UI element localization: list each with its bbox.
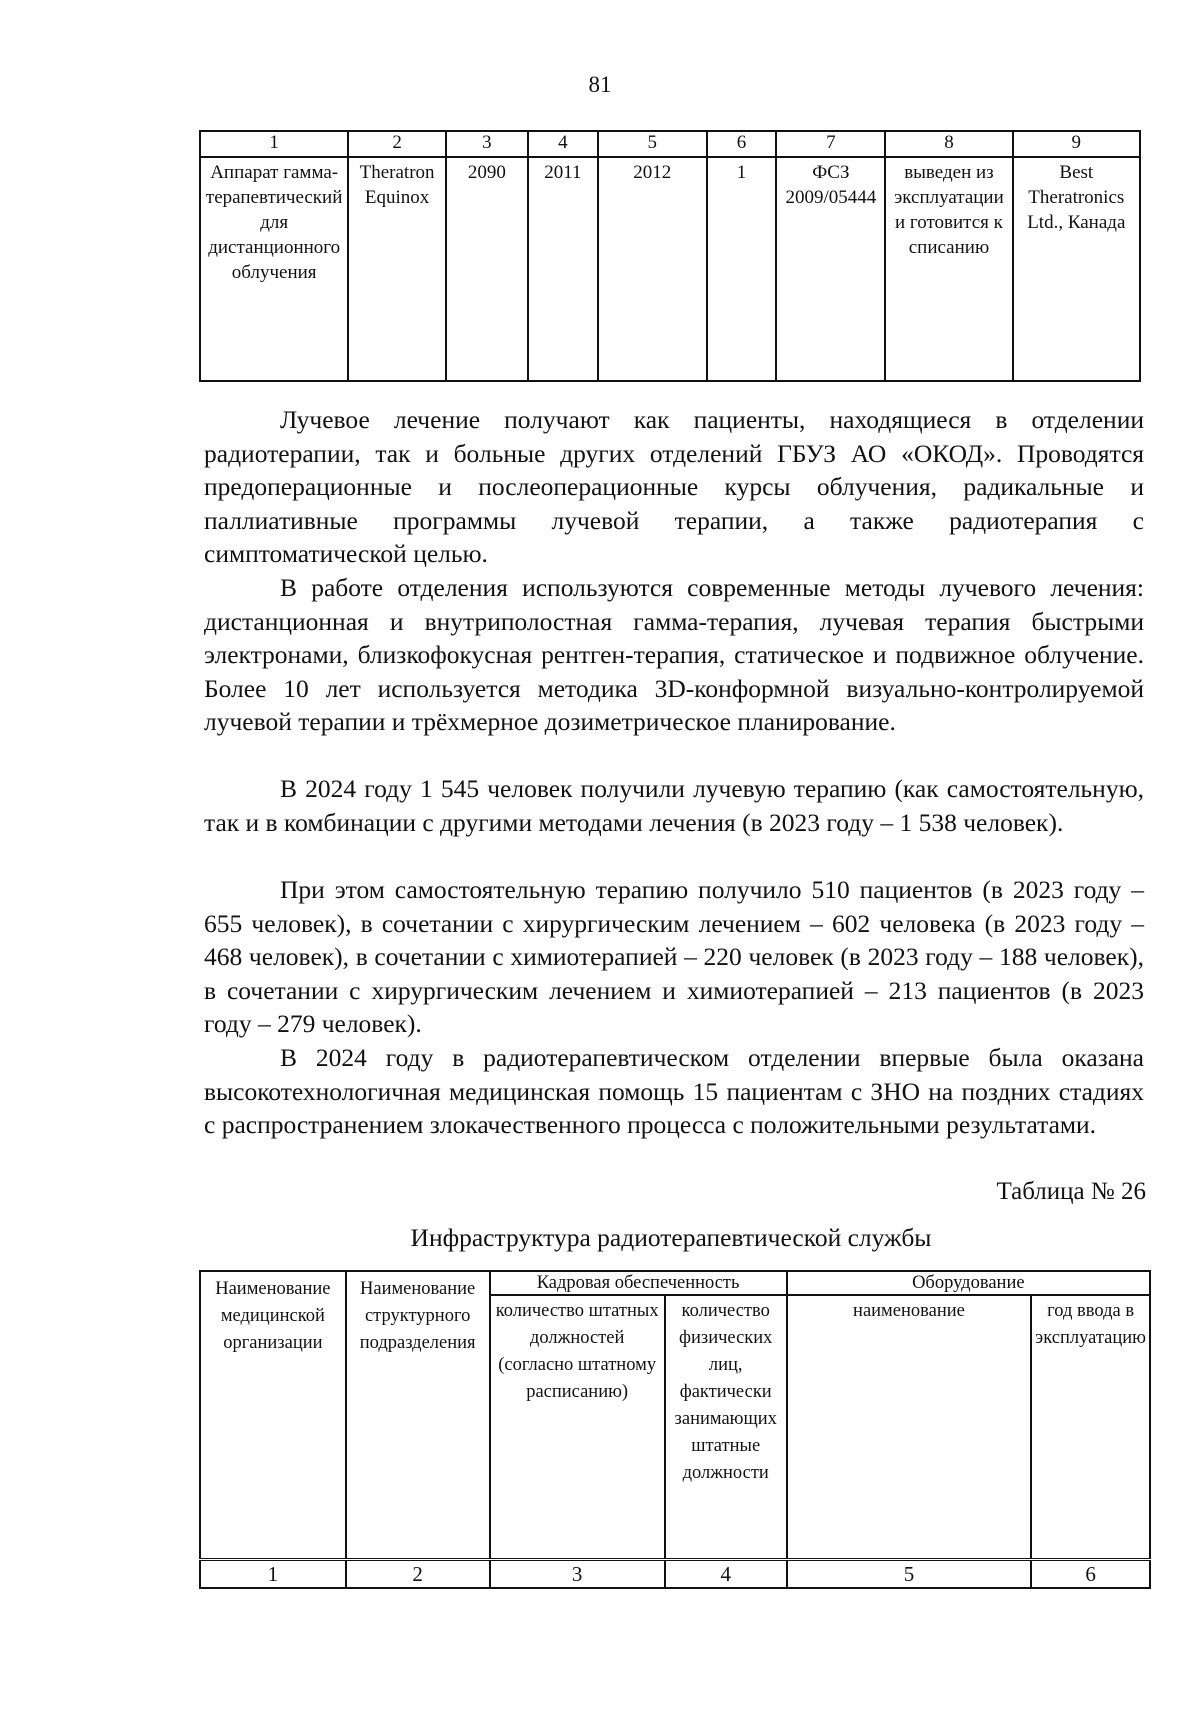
index-cell: 4 bbox=[665, 1559, 787, 1588]
year-commissioned-cell: 2012 bbox=[598, 157, 707, 381]
index-cell: 3 bbox=[490, 1559, 665, 1588]
radiotherapy-infrastructure-table bbox=[199, 1270, 1151, 1589]
serial-number-cell: 2090 bbox=[446, 157, 528, 381]
index-cell: 5 bbox=[598, 131, 707, 157]
page-number: 81 bbox=[588, 72, 612, 97]
equipment-name-cell: Аппарат гамма-терапевтический для дистанционного облучения bbox=[200, 157, 348, 381]
index-cell: 7 bbox=[776, 131, 885, 157]
header-staff-positions: количество штатных должностей (согласно штатному расписанию) bbox=[490, 1295, 665, 1559]
equipment-model-cell: Theratron Equinox bbox=[348, 157, 446, 381]
equipment-table-continued bbox=[199, 130, 1141, 382]
header-equipment-name: наименование bbox=[787, 1295, 1032, 1559]
header-equipment-group: Оборудование bbox=[787, 1271, 1150, 1295]
year-manufactured-cell: 2011 bbox=[528, 157, 598, 381]
paragraph-2024-totals: В 2024 году 1 545 человек получили лучевую терапию (как самостоятельную, так и в комбинации с другими методами лечения (в 2023 году – 1 538 человек). bbox=[204, 774, 1144, 837]
index-cell: 2 bbox=[348, 131, 446, 157]
index-cell: 4 bbox=[528, 131, 598, 157]
table-index-row bbox=[200, 1559, 1150, 1588]
index-cell: 9 bbox=[1013, 131, 1140, 157]
table-row bbox=[200, 157, 1140, 381]
index-cell: 1 bbox=[200, 131, 348, 157]
paragraph-therapy-breakdown: При этом самостоятельную терапию получило 510 пациентов (в 2023 году – 655 человек), в сочетании с хирургическим лечением – 602 человека (в 2023 году – 468 человек), в сочетании с химиотерапией – 220 человек (в 2023 году – 188 человек), в сочетании с хирургическим лечением и химиотерапией – 213 пациентов (в 2023 году – 279 человек). bbox=[204, 875, 1144, 1038]
manufacturer-cell: Best Theratronics Ltd., Канада bbox=[1013, 157, 1140, 381]
table-number: Таблица № 26 bbox=[996, 1178, 1146, 1205]
registration-cell: ФСЗ 2009/05444 bbox=[776, 157, 885, 381]
header-org-name: Наименование медицинской организации bbox=[200, 1271, 346, 1559]
count-cell: 1 bbox=[707, 157, 777, 381]
table-header-row bbox=[200, 1271, 1150, 1295]
paragraph-treatment-methods: В работе отделения используются современные методы лучевого лечения: дистанционная и внутриполостная гамма-терапия, лучевая терапия быстрыми электронами, близкофокусная рентген-терапия, статическое и подвижное облучение. Более 10 лет используется методика 3D-конформной визуально-контролируемой лучевой терапии и трёхмерное дозиметрическое планирование. bbox=[204, 573, 1144, 736]
index-cell: 8 bbox=[885, 131, 1012, 157]
index-cell: 6 bbox=[1031, 1559, 1150, 1588]
paragraph-high-tech-care: В 2024 году в радиотерапевтическом отделении впервые была оказана высокотехнологичная медицинская помощь 15 пациентам с ЗНО на поздних стадиях с распространением злокачественного процесса с положительными результатами. bbox=[204, 1043, 1144, 1139]
index-cell: 1 bbox=[200, 1559, 346, 1588]
table-title: Инфраструктура радиотерапевтической службы bbox=[410, 1223, 932, 1252]
index-cell: 6 bbox=[707, 131, 777, 157]
index-cell: 2 bbox=[346, 1559, 490, 1588]
header-equipment-year: год ввода в эксплуатацию bbox=[1031, 1295, 1150, 1559]
header-staffing-group: Кадровая обеспеченность bbox=[490, 1271, 787, 1295]
header-staff-persons: количество физических лиц, фактически занимающих штатные должности bbox=[665, 1295, 787, 1559]
header-unit-name: Наименование структурного подразделения bbox=[346, 1271, 490, 1559]
index-cell: 5 bbox=[787, 1559, 1032, 1588]
paragraph-radiotherapy-patients: Лучевое лечение получают как пациенты, находящиеся в отделении радиотерапии, так и больные других отделений ГБУЗ АО «ОКОД». Проводятся предоперационные и послеоперационные курсы облучения, радикальные и паллиативные программы лучевой терапии, а также радиотерапия с симптоматической целью. bbox=[204, 405, 1144, 568]
table-index-row bbox=[200, 131, 1140, 157]
status-cell: выведен из эксплуатации и готовится к списанию bbox=[885, 157, 1012, 381]
index-cell: 3 bbox=[446, 131, 528, 157]
